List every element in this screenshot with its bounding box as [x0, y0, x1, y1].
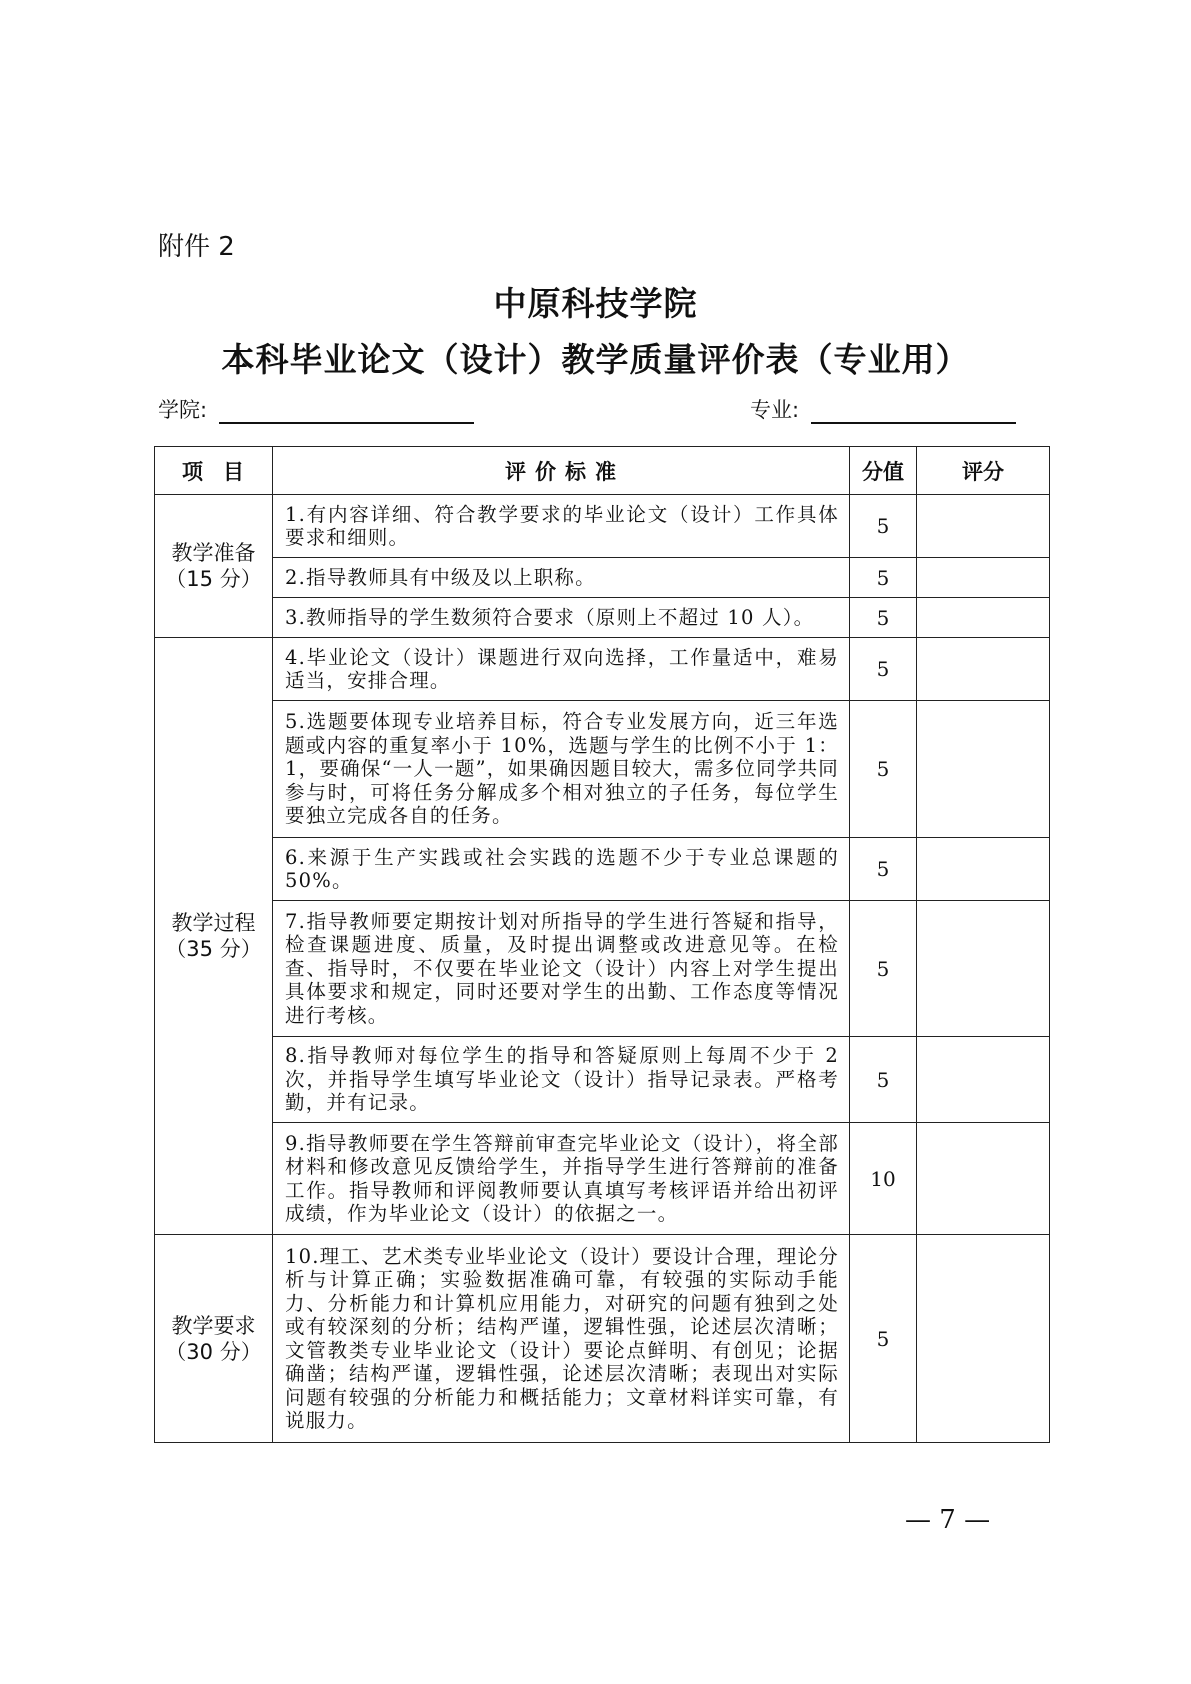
college-field — [158, 394, 474, 424]
grade-cell[interactable] — [917, 701, 1050, 838]
college-blank-line[interactable] — [219, 400, 474, 424]
major-blank-line[interactable] — [811, 400, 1016, 424]
grade-cell[interactable] — [917, 598, 1050, 638]
category-total: （30 分） — [165, 1339, 262, 1364]
criteria-cell: 6.来源于生产实践或社会实践的选题不少于专业总课题的 50%。 — [273, 838, 850, 901]
table-row — [155, 558, 1050, 598]
table-row — [155, 901, 1050, 1037]
major-label: 专业: — [750, 398, 800, 422]
category-total: （35 分） — [165, 937, 262, 961]
criteria-cell: 10.理工、艺术类专业毕业论文（设计）要设计合理，理论分析与计算正确；实验数据准确可靠，有较强的实际动手能力、分析能力和计算机应用能力，对研究的问题有独到之处或有较深刻的分析；结构严谨，逻辑性强，论述层次清晰；文管教类专业毕业论文（设计）要论点鲜明、有创见；论据确凿；结构严谨，逻辑性强，论述层次清晰；表现出对实际问题有较强的分析能力和概括能力；文章材料详实可靠，有说服力。 — [273, 1235, 850, 1443]
table-row — [155, 838, 1050, 901]
points-cell: 10 — [850, 1123, 917, 1235]
points-cell: 5 — [850, 638, 917, 701]
grade-cell[interactable] — [917, 1123, 1050, 1235]
grade-cell[interactable] — [917, 558, 1050, 598]
category-total: （15 分） — [165, 567, 262, 591]
criteria-cell: 2.指导教师具有中级及以上职称。 — [273, 558, 850, 598]
table-row — [155, 1123, 1050, 1235]
category-name: 教学要求 — [171, 1313, 256, 1338]
major-field — [750, 394, 1016, 424]
page-number: — 7 — — [905, 1505, 991, 1535]
grade-cell[interactable] — [917, 901, 1050, 1037]
form-title: 本科毕业论文（设计）教学质量评价表（专业用） — [221, 340, 970, 379]
points-cell: 5 — [850, 838, 917, 901]
college-label: 学院: — [158, 398, 208, 422]
header-grade: 评分 — [917, 447, 1050, 495]
criteria-cell: 4.毕业论文（设计）课题进行双向选择，工作量适中，难易适当，安排合理。 — [273, 638, 850, 701]
grade-cell[interactable] — [917, 495, 1050, 558]
points-cell: 5 — [850, 901, 917, 1037]
grade-cell[interactable] — [917, 1235, 1050, 1443]
criteria-cell: 8.指导教师对每位学生的指导和答疑原则上每周不少于 2 次，并指导学生填写毕业论文（设计）指导记录表。严格考勤，并有记录。 — [273, 1037, 850, 1123]
header-item: 项目 — [155, 447, 273, 495]
header-points: 分值 — [850, 447, 917, 495]
points-cell: 5 — [850, 558, 917, 598]
points-cell: 5 — [850, 495, 917, 558]
criteria-cell: 3.教师指导的学生数须符合要求（原则上不超过 10 人）。 — [273, 598, 850, 638]
header-criteria: 评价标准 — [273, 447, 850, 495]
grade-cell[interactable] — [917, 1037, 1050, 1123]
table-row — [155, 1235, 1050, 1443]
category-cell — [155, 638, 273, 1235]
category-cell — [155, 495, 273, 638]
points-cell: 5 — [850, 1235, 917, 1443]
table-row — [155, 638, 1050, 701]
table-header-row — [155, 447, 1050, 495]
category-cell — [155, 1235, 273, 1443]
criteria-cell: 5.选题要体现专业培养目标，符合专业发展方向，近三年选题或内容的重复率小于 10%，选题与学生的比例不小于 1：1，要确保“一人一题”，如果确因题目较大，需多位同学共同参与时，可将任务分解成多个相对独立的子任务，每位学生要独立完成各自的任务。 — [273, 701, 850, 838]
table-row — [155, 495, 1050, 558]
criteria-cell: 1.有内容详细、符合教学要求的毕业论文（设计）工作具体要求和细则。 — [273, 495, 850, 558]
grade-cell[interactable] — [917, 638, 1050, 701]
points-cell: 5 — [850, 598, 917, 638]
table-row — [155, 598, 1050, 638]
attachment-label: 附件 2 — [158, 232, 235, 262]
criteria-cell: 7.指导教师要定期按计划对所指导的学生进行答疑和指导，检查课题进度、质量，及时提出调整或改进意见等。在检查、指导时，不仅要在毕业论文（设计）内容上对学生提出具体要求和规定，同时还要对学生的出勤、工作态度等情况进行考核。 — [273, 901, 850, 1037]
points-cell: 5 — [850, 701, 917, 838]
table-row — [155, 701, 1050, 838]
grade-cell[interactable] — [917, 838, 1050, 901]
page-title: 中原科技学院 — [493, 284, 698, 323]
criteria-cell: 9.指导教师要在学生答辩前审查完毕业论文（设计），将全部材料和修改意见反馈给学生，并指导学生进行答辩前的准备工作。指导教师和评阅教师要认真填写考核评语并给出初评成绩，作为毕业论文（设计）的依据之一。 — [273, 1123, 850, 1235]
evaluation-table — [154, 446, 1050, 1443]
category-name: 教学准备 — [171, 541, 256, 565]
table-row — [155, 1037, 1050, 1123]
points-cell: 5 — [850, 1037, 917, 1123]
category-name: 教学过程 — [171, 911, 256, 935]
